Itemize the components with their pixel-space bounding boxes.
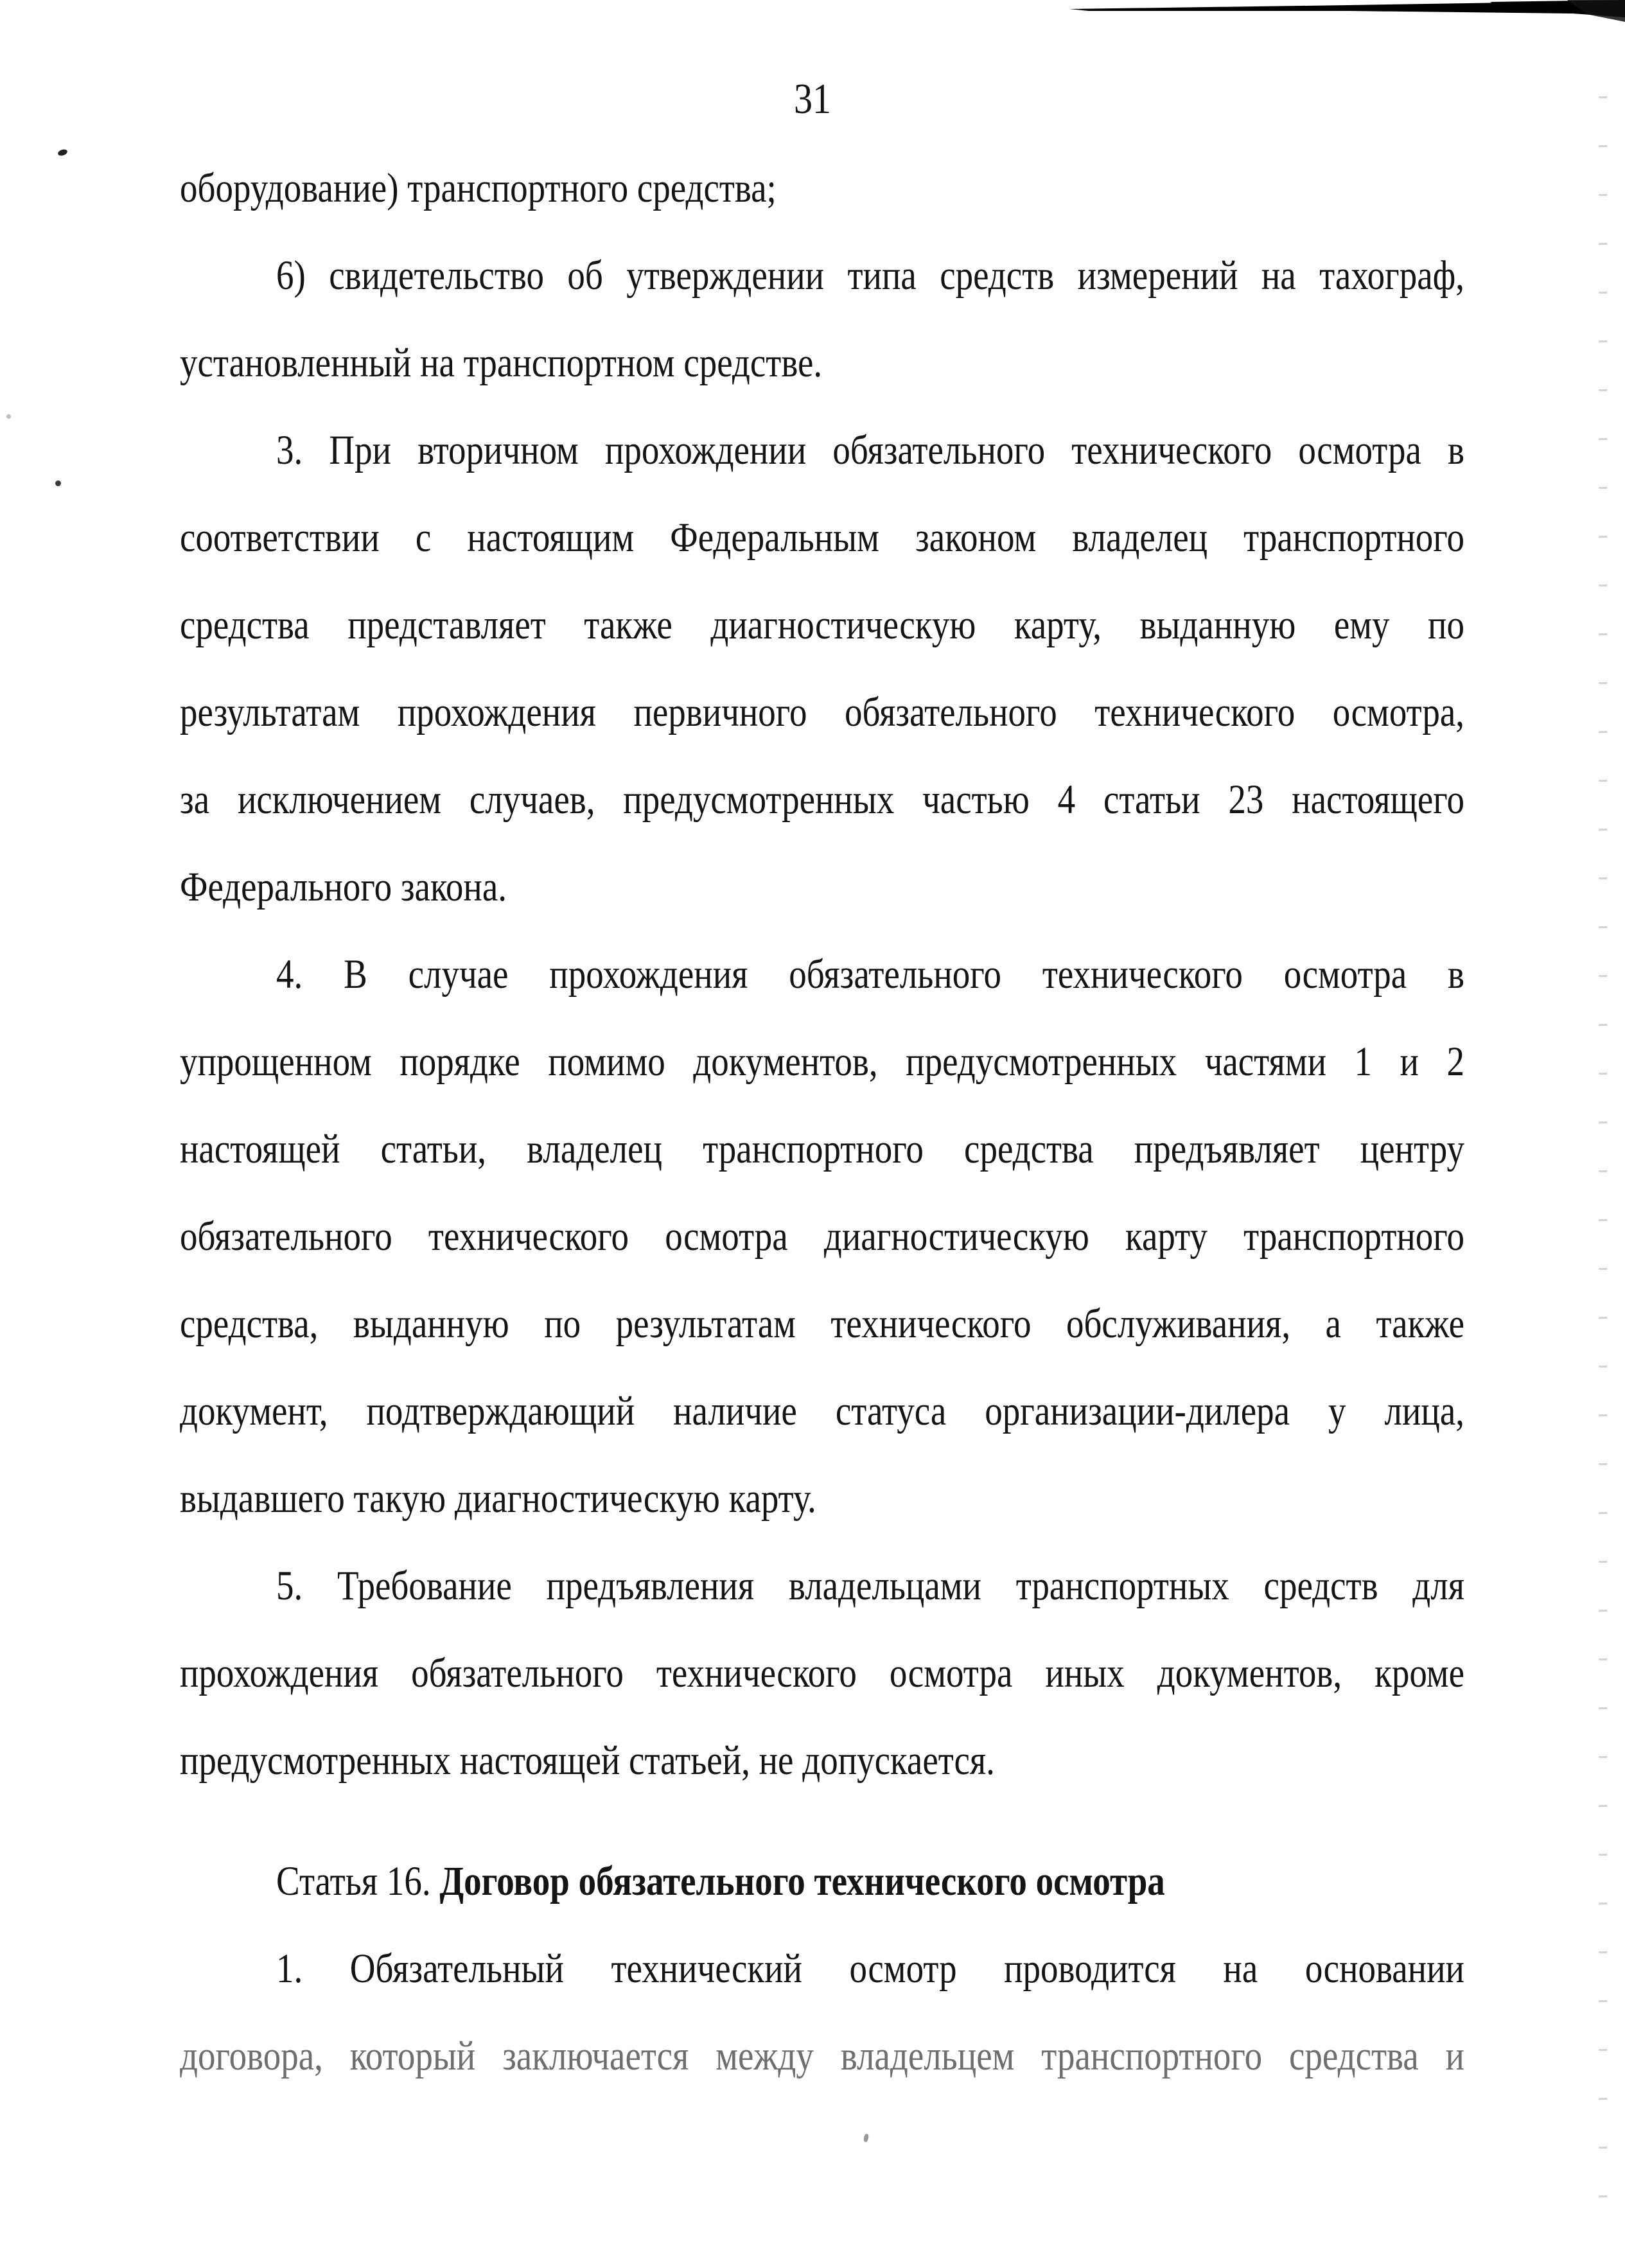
text-line: предусмотренных настоящей статьей, не допускается. [180, 1737, 995, 1784]
scan-speck [57, 148, 68, 157]
scan-edge-noise [1599, 51, 1607, 2222]
text-line: установленный на транспортном средстве. [180, 339, 823, 386]
text-line: настоящей статьи, владелец транспортного средства предъявляет центру [180, 1125, 1464, 1172]
text-line: 6) свидетельство об утверждении типа средств измерений на тахограф, [276, 252, 1464, 299]
text-line: 1. Обязательный технический осмотр проводится на основании [276, 1945, 1464, 1992]
text-line: соответствии с настоящим Федеральным законом владелец транспортного [180, 514, 1464, 561]
text-line: выдавшего такую диагностическую карту. [180, 1475, 816, 1522]
scan-speck [863, 2133, 870, 2142]
text-line: оборудование) транспортного средства; [180, 164, 777, 211]
article-heading-number: Статья 16. [276, 1858, 431, 1904]
text-line: 5. Требование предъявления владельцами транспортных средств для [276, 1562, 1464, 1609]
page-number: 31 [794, 75, 831, 123]
text-line: Федерального закона. [180, 863, 507, 910]
text-line: 4. В случае прохождения обязательного технического осмотра в [276, 951, 1464, 998]
text-line: за исключением случаев, предусмотренных частью 4 статьи 23 настоящего [180, 776, 1464, 823]
text-line: 3. При вторичном прохождении обязательного технического осмотра в [276, 426, 1464, 473]
scan-artifact-top-bar [0, 0, 1625, 39]
scan-speck [55, 480, 61, 486]
scan-speck [6, 414, 11, 419]
article-heading-title: Договор обязательного технического осмотра [439, 1858, 1165, 1904]
text-line: средства представляет также диагностическую карту, выданную ему по [180, 601, 1464, 648]
text-line: документ, подтверждающий наличие статуса организации-дилера у лица, [180, 1387, 1464, 1434]
text-line: договора, который заключается между владельцем транспортного средства и [180, 2032, 1464, 2079]
document-text [180, 145, 1464, 2100]
text-line: средства, выданную по результатам технического обслуживания, а также [180, 1300, 1464, 1347]
text-line: обязательного технического осмотра диагностическую карту транспортного [180, 1213, 1464, 1260]
text-line: прохождения обязательного технического осмотра иных документов, кроме [180, 1649, 1464, 1696]
text-line: результатам прохождения первичного обязательного технического осмотра, [180, 689, 1464, 735]
text-line: упрощенном порядке помимо документов, предусмотренных частями 1 и 2 [180, 1038, 1464, 1085]
